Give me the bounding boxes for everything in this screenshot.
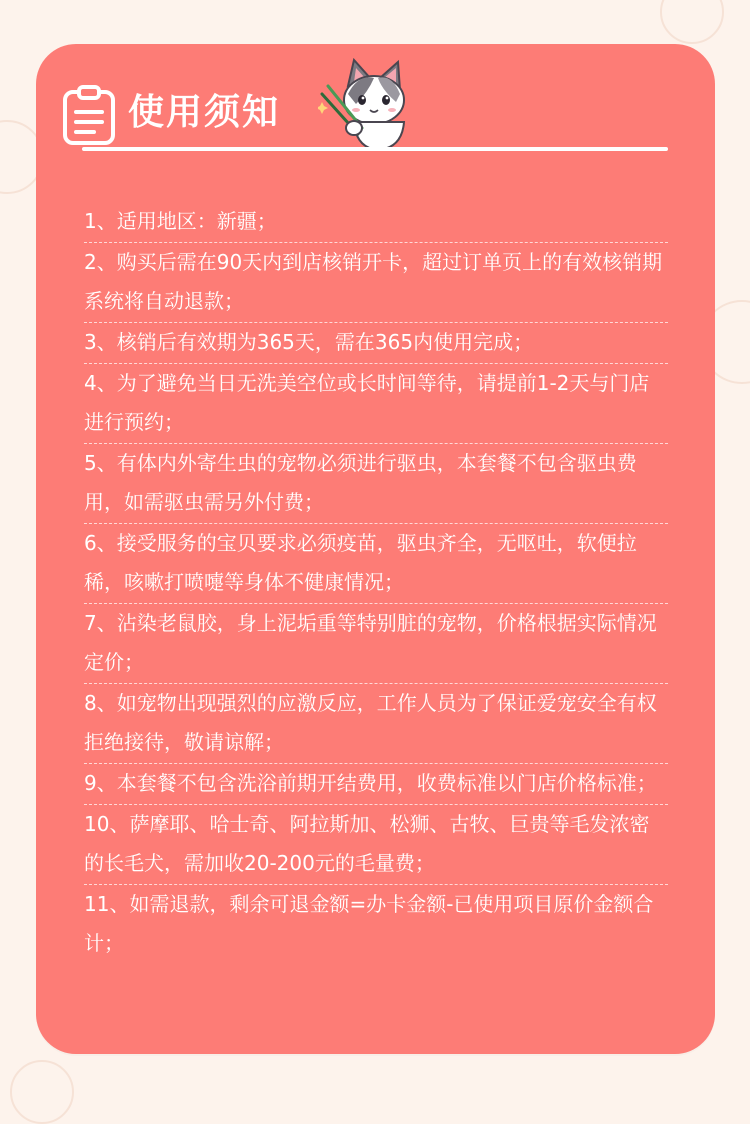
background-doodle xyxy=(660,0,724,44)
notice-item: 4、为了避免当日无洗美空位或长时间等待，请提前1-2天与门店进行预约； xyxy=(84,364,668,444)
notice-item: 8、如宠物出现强烈的应激反应，工作人员为了保证爱宠安全有权拒绝接待，敬请谅解； xyxy=(84,684,668,764)
page-title: 使用须知 xyxy=(128,92,281,133)
notice-list xyxy=(84,202,668,964)
notice-item: 3、核销后有效期为365天，需在365内使用完成； xyxy=(84,323,668,364)
notice-item: 11、如需退款，剩余可退金额=办卡金额-已使用项目原价金额合计； xyxy=(84,892,654,955)
notice-item: 6、接受服务的宝贝要求必须疫苗，驱虫齐全，无呕吐，软便拉稀，咳嗽打喷嚏等身体不健康情况； xyxy=(84,524,668,604)
clipboard-icon xyxy=(62,84,116,146)
notice-item: 9、本套餐不包含洗浴前期开结费用，收费标准以门店价格标准； xyxy=(84,764,668,805)
notice-item: 5、有体内外寄生虫的宠物必须进行驱虫，本套餐不包含驱虫费用，如需驱虫需另外付费； xyxy=(84,444,668,524)
notice-item: 1、适用地区：新疆； xyxy=(84,202,668,243)
background-doodle xyxy=(10,1060,74,1124)
notice-item: 2、购买后需在90天内到店核销开卡，超过订单页上的有效核销期系统将自动退款； xyxy=(84,243,668,323)
notice-item: 7、沾染老鼠胶，身上泥垢重等特别脏的宠物，价格根据实际情况定价； xyxy=(84,604,668,684)
notice-item: 10、萨摩耶、哈士奇、阿拉斯加、松狮、古牧、巨贵等毛发浓密的长毛犬，需加收20-200元的毛量费； xyxy=(84,805,668,885)
cat-mascot-icon xyxy=(318,56,422,152)
header-divider xyxy=(82,147,668,151)
